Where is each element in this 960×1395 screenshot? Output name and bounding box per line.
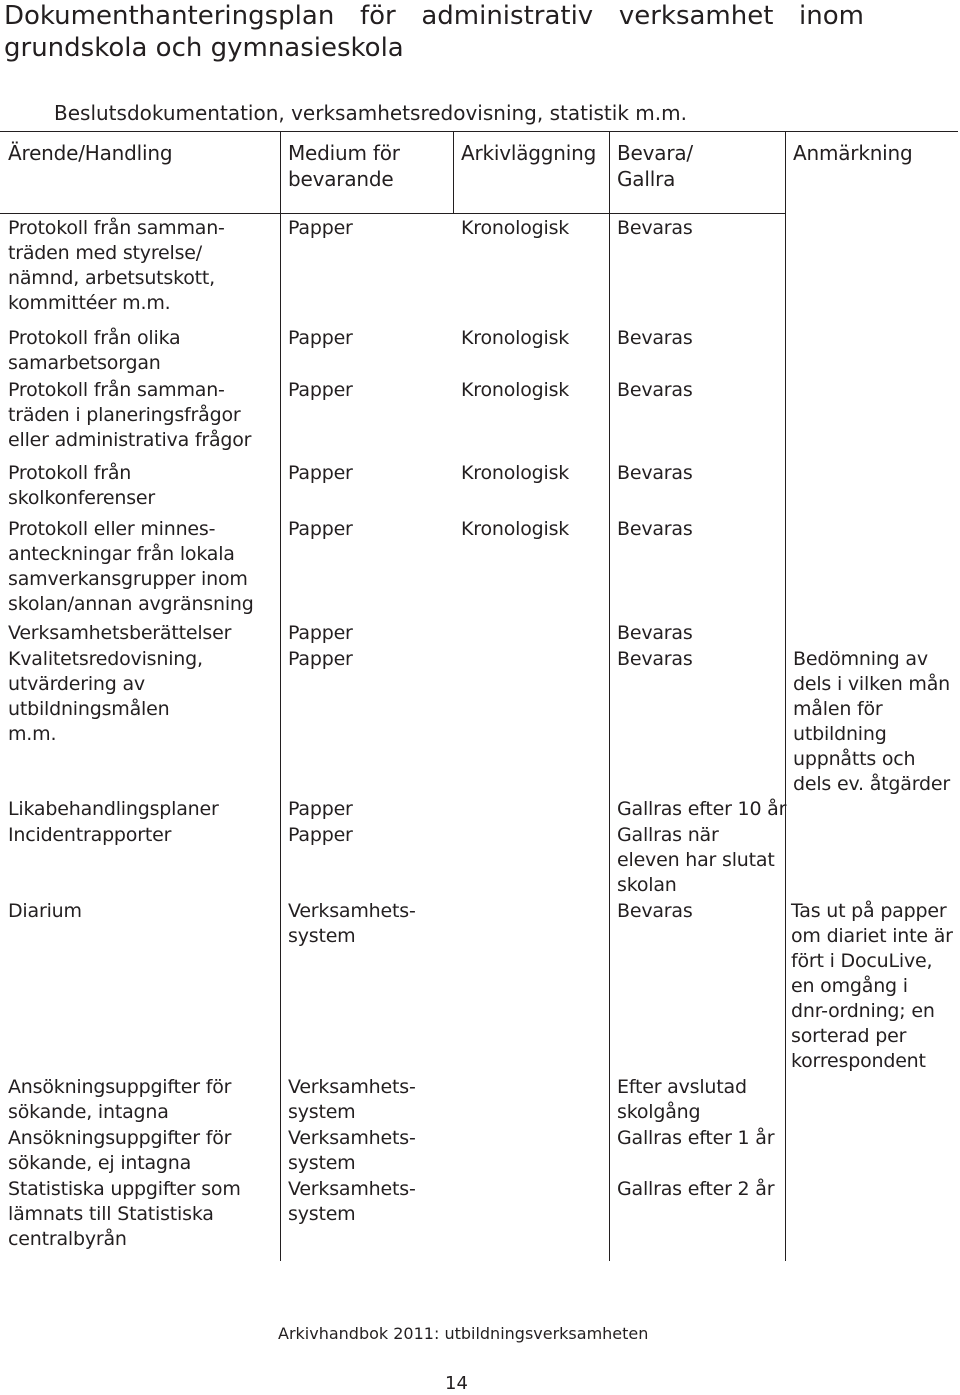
cell-arende: Diarium [8, 900, 82, 922]
header-arkivlaggning: Arkivläggning [461, 141, 597, 165]
header-medium: Medium för bevarande [288, 141, 400, 191]
cell-arende: Ansökningsuppgifter för sökande, ej intagna [8, 1127, 232, 1174]
cell-arende: Protokoll eller minnes- anteckningar från lokala samverkansgrupper inom skolan/annan avgränsning [8, 518, 254, 615]
cell-arkivlaggning: Kronologisk [461, 217, 570, 239]
cell-medium: Papper [288, 798, 353, 820]
cell-bevara-gallra: Bevaras [617, 622, 693, 644]
column-divider [785, 131, 786, 1261]
cell-arende: Likabehandlingsplaner [8, 798, 219, 820]
cell-bevara-gallra: Gallras efter 1 år [617, 1127, 775, 1149]
cell-arkivlaggning: Kronologisk [461, 327, 570, 349]
cell-bevara-gallra: Bevaras [617, 900, 693, 922]
header-arende: Ärende/Handling [8, 141, 173, 165]
column-divider [280, 131, 281, 1261]
header-bevara-gallra: Bevara/ Gallra [617, 141, 693, 191]
header-separator [0, 213, 786, 214]
cell-medium: Papper [288, 217, 353, 239]
cell-bevara-gallra: Bevaras [617, 518, 693, 540]
cell-anmarkning: Tas ut på papper om diariet inte är fört i DocuLive, en omgång i dnr-ordning; en sorterad per korrespondent [791, 900, 953, 1072]
cell-arende: Protokoll från olika samarbetsorgan [8, 327, 181, 374]
cell-arende: Protokoll från skolkonferenser [8, 462, 156, 509]
cell-bevara-gallra: Bevaras [617, 648, 693, 670]
cell-arende: Incidentrapporter [8, 824, 172, 846]
cell-bevara-gallra: Gallras efter 10 år [617, 798, 787, 820]
cell-bevara-gallra: Efter avslutad skolgång [617, 1076, 747, 1123]
column-divider [609, 131, 610, 1261]
cell-arkivlaggning: Kronologisk [461, 379, 570, 401]
cell-medium: Papper [288, 648, 353, 670]
cell-medium: Papper [288, 327, 353, 349]
cell-bevara-gallra: Gallras efter 2 år [617, 1178, 775, 1200]
cell-medium: Papper [288, 518, 353, 540]
cell-bevara-gallra: Bevaras [617, 462, 693, 484]
cell-bevara-gallra: Bevaras [617, 379, 693, 401]
cell-bevara-gallra: Bevaras [617, 327, 693, 349]
cell-medium: Verksamhets- system [288, 1178, 416, 1225]
cell-arende: Protokoll från samman- träden med styrelse/ nämnd, arbetsutskott, kommittéer m.m. [8, 217, 225, 314]
cell-medium: Papper [288, 824, 353, 846]
document-subtitle: Beslutsdokumentation, verksamhetsredovisning, statistik m.m. [54, 101, 687, 125]
cell-medium: Verksamhets- system [288, 1127, 416, 1174]
page-number: 14 [445, 1373, 468, 1394]
cell-arende: Kvalitetsredovisning, utvärdering av utbildningsmålen m.m. [8, 648, 203, 745]
cell-bevara-gallra: Gallras när eleven har slutat skolan [617, 824, 775, 896]
cell-medium: Papper [288, 622, 353, 644]
document-title: Dokumenthanteringsplan för administrativ verksamhet inom grundskola och gymnasieskola [4, 1, 864, 63]
cell-arende: Protokoll från samman- träden i planeringsfrågor eller administrativa frågor [8, 379, 252, 451]
cell-medium: Verksamhets- system [288, 900, 416, 947]
header-anmarkning: Anmärkning [793, 141, 913, 165]
cell-medium: Verksamhets- system [288, 1076, 416, 1123]
column-divider [453, 131, 454, 213]
cell-bevara-gallra: Bevaras [617, 217, 693, 239]
cell-arende: Verksamhetsberättelser [8, 622, 232, 644]
cell-arkivlaggning: Kronologisk [461, 518, 570, 540]
cell-medium: Papper [288, 379, 353, 401]
footer-text: Arkivhandbok 2011: utbildningsverksamheten [278, 1324, 649, 1343]
cell-arende: Ansökningsuppgifter för sökande, intagna [8, 1076, 232, 1123]
cell-anmarkning: Bedömning av dels i vilken mån målen för utbildning uppnåtts och dels ev. åtgärder [793, 648, 950, 795]
cell-arende: Statistiska uppgifter som lämnats till Statistiska centralbyrån [8, 1178, 241, 1250]
cell-arkivlaggning: Kronologisk [461, 462, 570, 484]
cell-medium: Papper [288, 462, 353, 484]
